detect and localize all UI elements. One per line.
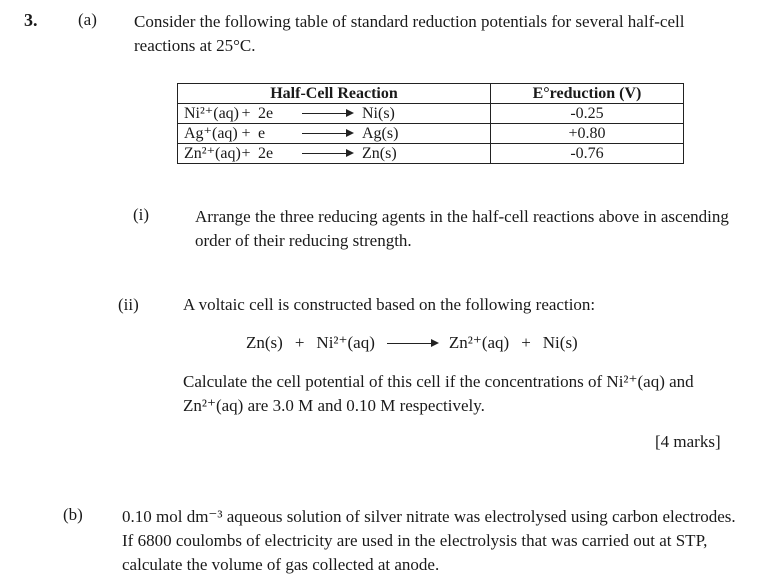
eq-plus: +: [521, 333, 531, 352]
product: Zn(s): [362, 145, 397, 162]
part-b-text: 0.10 mol dm⁻³ aqueous solution of silver nitrate was electrolysed using carbon electrodes. If 6800 coulombs of electricity are used in the electrolysis that was carried out at STP, calculate the volume of gas collected at anode.: [122, 507, 736, 574]
potential: +0.80: [491, 124, 684, 144]
eq-reactant-1: Zn(s): [246, 333, 283, 352]
sub-i-text: Arrange the three reducing agents in the half-cell reactions above in ascending order of their reducing strength.: [195, 207, 729, 250]
table-header-row: [178, 84, 684, 104]
arrow-right-icon: [302, 153, 352, 154]
eq-product-2: Ni(s): [542, 333, 578, 352]
electrons: 2e: [258, 145, 274, 162]
question-number: 3.: [24, 10, 38, 30]
marks-label: [4 marks]: [655, 432, 721, 451]
part-a-label: (a): [78, 10, 97, 29]
reactant: Zn²⁺(aq): [184, 145, 241, 162]
plus-sign: +: [241, 105, 251, 122]
eq-reactant-2: Ni²⁺(aq): [316, 333, 375, 352]
potential: -0.76: [491, 144, 684, 164]
electrons: e: [258, 125, 266, 142]
plus-sign: +: [241, 145, 251, 162]
arrow-right-icon: [387, 343, 437, 344]
part-b-label: (b): [63, 505, 83, 524]
table-row: [178, 144, 684, 164]
electrons: 2e: [258, 105, 274, 122]
sub-ii-label: (ii): [118, 295, 139, 314]
reactant: Ni²⁺(aq): [184, 105, 239, 122]
sub-i-label: (i): [133, 205, 150, 224]
plus-sign: +: [241, 125, 251, 142]
header-half-cell: Half-Cell Reaction: [178, 84, 491, 104]
potential: -0.25: [491, 104, 684, 124]
table-row: [178, 104, 684, 124]
sub-ii-calc-text: Calculate the cell potential of this cell if the concentrations of Ni²⁺(aq) and Zn²⁺(aq) are 3.0 M and 0.10 M respectively.: [183, 372, 694, 415]
reduction-potential-table: [177, 83, 684, 164]
part-a-intro: Consider the following table of standard reduction potentials for several half-cell reactions at 25°C.: [134, 12, 685, 55]
arrow-right-icon: [302, 113, 352, 114]
header-potential: E°reduction (V): [491, 84, 684, 104]
product: Ag(s): [362, 125, 399, 142]
arrow-right-icon: [302, 133, 352, 134]
reactant: Ag⁺(aq): [184, 125, 238, 142]
product: Ni(s): [362, 105, 395, 122]
eq-plus: +: [294, 333, 305, 352]
table-row: [178, 124, 684, 144]
sub-ii-text: A voltaic cell is constructed based on the following reaction:: [183, 295, 596, 314]
cell-reaction-equation: [240, 333, 584, 353]
eq-product-1: Zn²⁺(aq): [448, 333, 510, 352]
